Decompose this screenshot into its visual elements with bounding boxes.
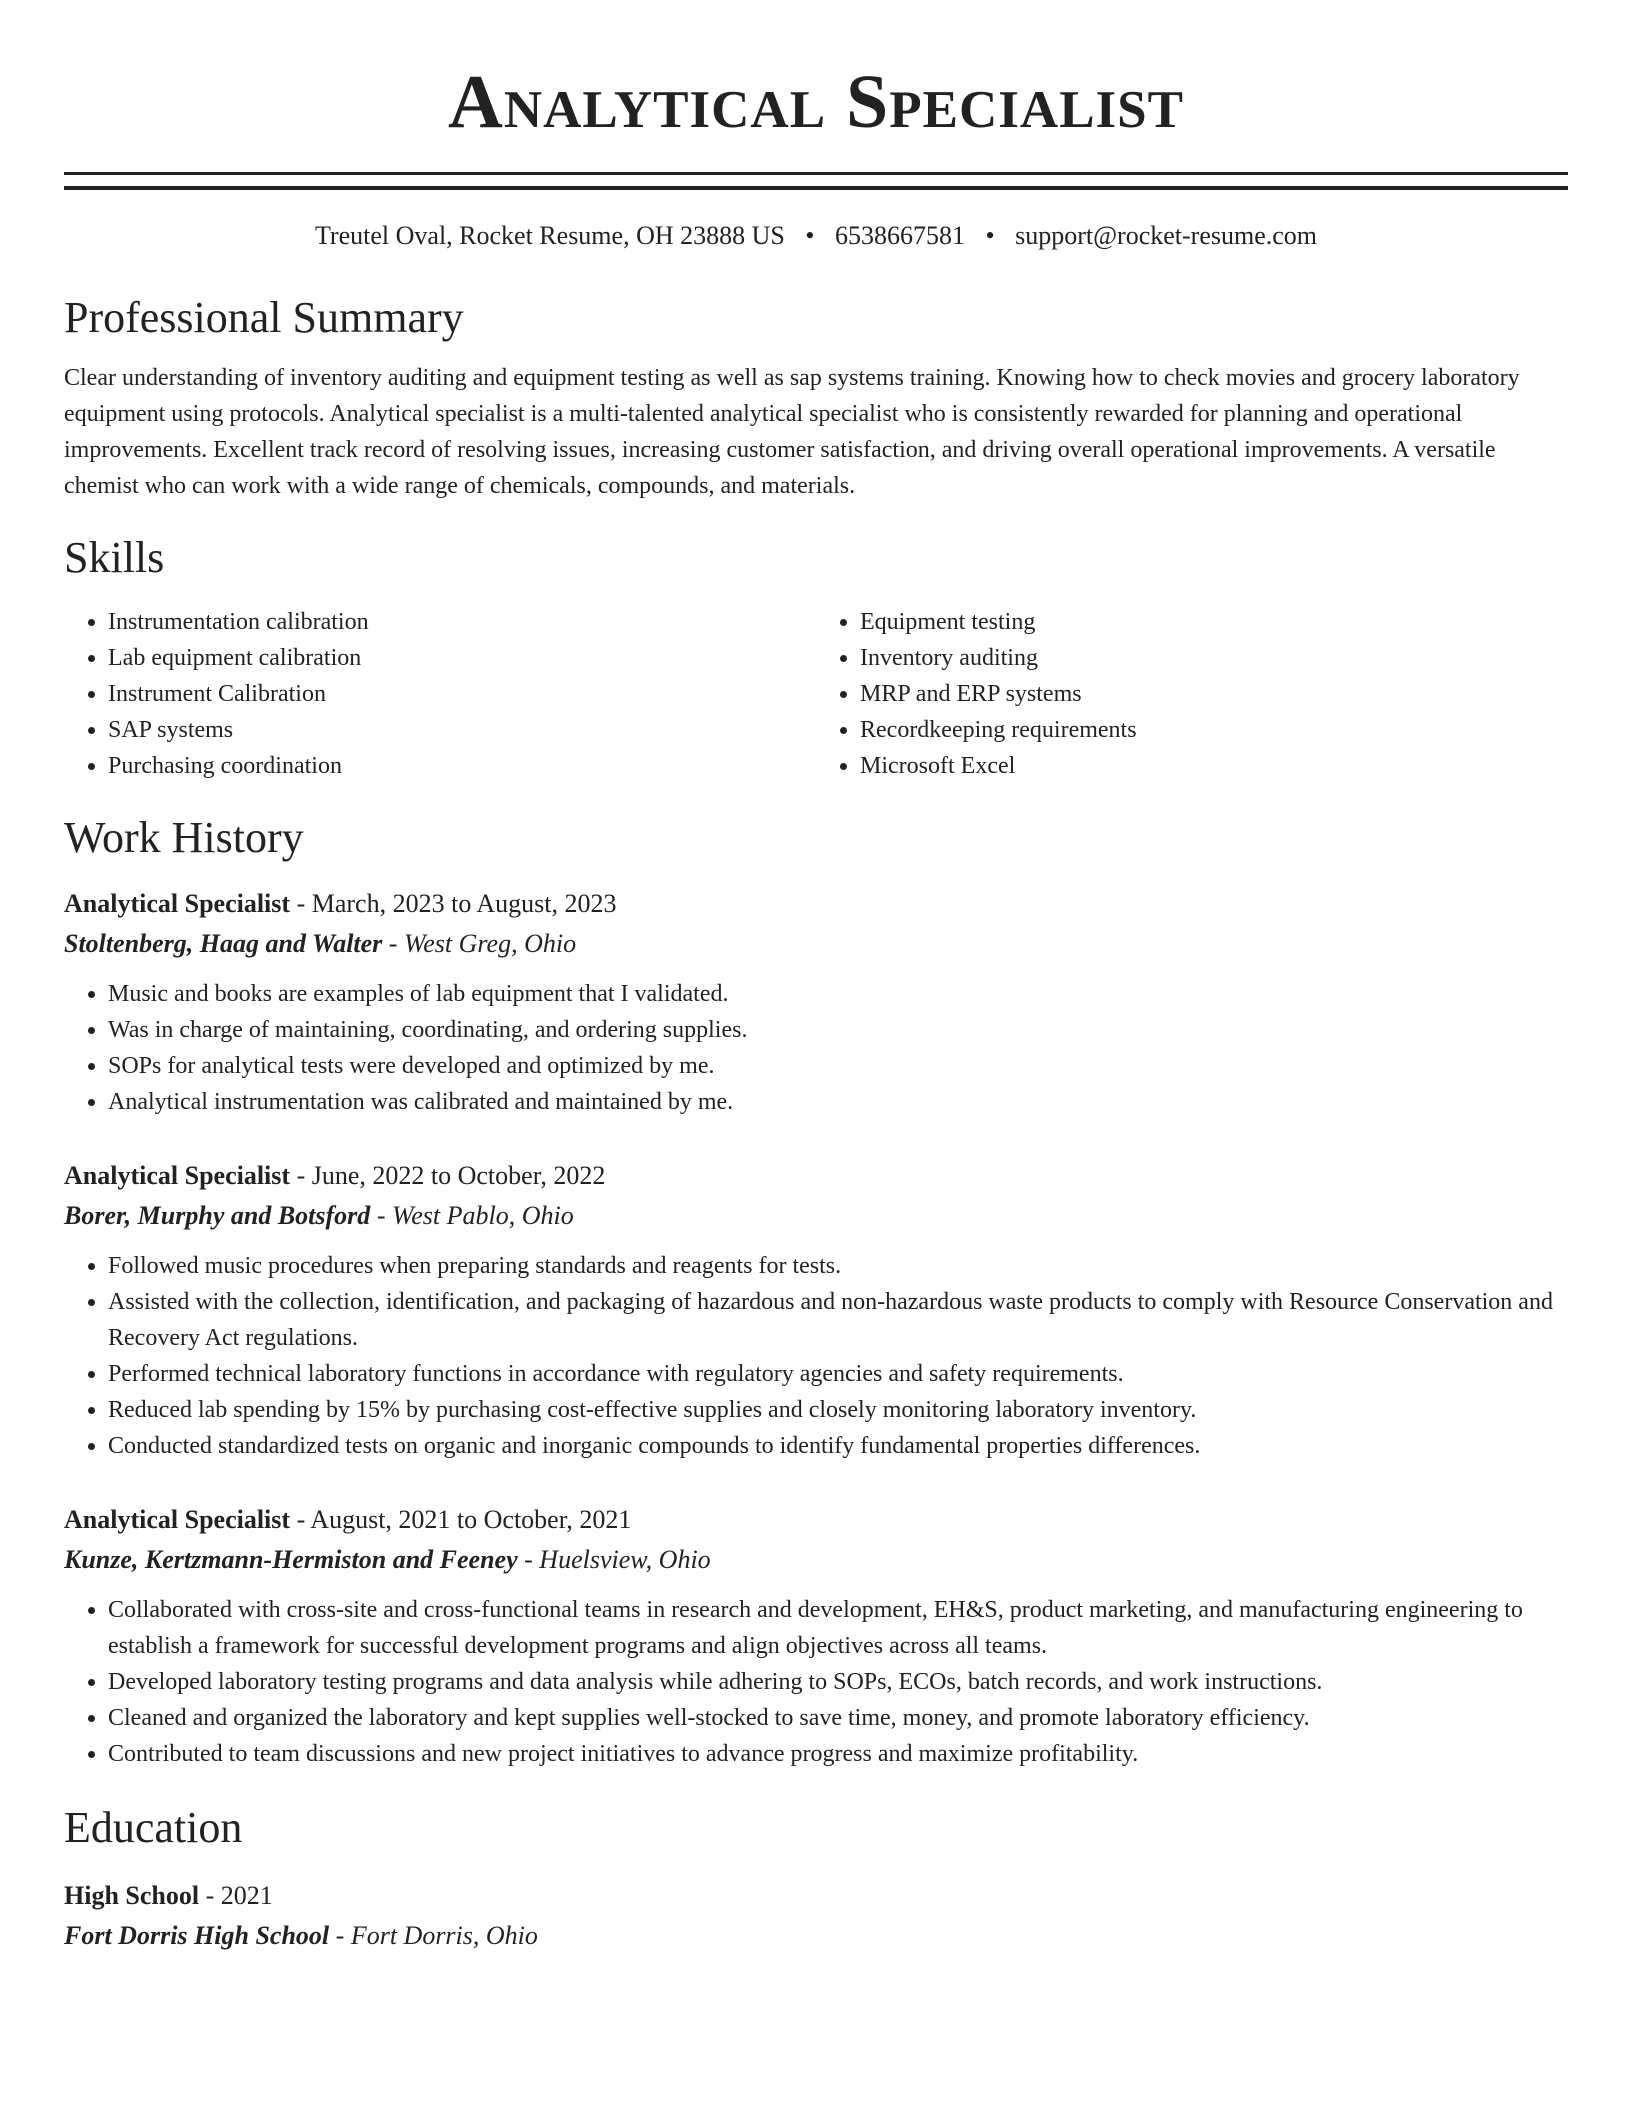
job-bullet: • Contributed to team discussions and new project initiatives to advance progress and maximize profitability. [108, 1736, 1568, 1772]
job-dates: August, 2021 to October, 2021 [310, 1505, 632, 1534]
job-entry [64, 884, 1568, 1120]
job-bullet: • SOPs for analytical tests were developed and optimized by me. [108, 1048, 1568, 1084]
job-location: West Greg, Ohio [403, 929, 577, 958]
education-school: Fort Dorris High School [64, 1921, 330, 1950]
education-dash: - [199, 1881, 221, 1910]
job-bullet: • Analytical instrumentation was calibrated and maintained by me. [108, 1084, 1568, 1120]
education-year: 2021 [220, 1881, 273, 1910]
contact-email: support@rocket-resume.com [1015, 221, 1318, 250]
skill-item: • SAP systems [108, 712, 816, 748]
job-dash: - [290, 1505, 311, 1534]
job-dash: - [290, 889, 312, 918]
contact-separator: • [805, 221, 815, 250]
job-company: Stoltenberg, Haag and Walter [64, 929, 383, 958]
skill-item: • Recordkeeping requirements [860, 712, 1568, 748]
job-bullet: • Cleaned and organized the laboratory and kept supplies well-stocked to save time, money, and promote laboratory efficiency. [108, 1700, 1568, 1736]
job-bullet: • Followed music procedures when preparing standards and reagents for tests. [108, 1248, 1568, 1284]
job-bullet: • Conducted standardized tests on organic and inorganic compounds to identify fundamental properties differences. [108, 1428, 1568, 1464]
job-company: Borer, Murphy and Botsford [64, 1201, 371, 1230]
job-bullets [64, 1592, 1568, 1772]
education-degree-line [64, 1876, 1568, 1916]
job-role: Analytical Specialist [64, 1505, 291, 1534]
work-history-heading: Work History [64, 813, 304, 862]
job-header [64, 1156, 1568, 1196]
skills-column-right [816, 604, 1568, 784]
job-role: Analytical Specialist [64, 1161, 291, 1190]
job-role: Analytical Specialist [64, 889, 291, 918]
contact-address: Treutel Oval, Rocket Resume, OH 23888 US [314, 221, 785, 250]
job-dash: - [517, 1545, 540, 1574]
title-double-rule [64, 172, 1568, 190]
job-bullet: • Developed laboratory testing programs and data analysis while adhering to SOPs, ECOs, batch records, and work instructions. [108, 1664, 1568, 1700]
job-company: Kunze, Kertzmann-Hermiston and Feeney [64, 1545, 518, 1574]
job-location: West Pablo, Ohio [391, 1201, 574, 1230]
job-company-line [64, 1540, 1568, 1580]
job-dates: June, 2022 to October, 2022 [311, 1161, 606, 1190]
job-location: Huelsview, Ohio [539, 1545, 711, 1574]
job-bullet: • Was in charge of maintaining, coordinating, and ordering supplies. [108, 1012, 1568, 1048]
job-dash: - [370, 1201, 392, 1230]
job-bullets [64, 1248, 1568, 1464]
skill-item: • Instrumentation calibration [108, 604, 816, 640]
job-header [64, 884, 1568, 924]
summary-heading: Professional Summary [64, 293, 464, 342]
job-bullets [64, 976, 1568, 1120]
skills-column-left [64, 604, 816, 784]
summary-text: Clear understanding of inventory auditing and equipment testing as well as sap systems training. Knowing how to check movies and grocery laboratory equipment using protocols. Analytical specialist is a multi-talented analytical specialist who is consistently rewarded for planning and operational improvements. Excellent track record of resolving issues, increasing customer satisfaction, and driving overall operational improvements. A versatile chemist who can work with a wide range of chemicals, compounds, and materials. [64, 365, 1520, 499]
job-company-line [64, 924, 1568, 964]
education-school-line [64, 1916, 1568, 1956]
job-dash: - [290, 1161, 312, 1190]
skill-item: • MRP and ERP systems [860, 676, 1568, 712]
skill-item: • Lab equipment calibration [108, 640, 816, 676]
job-dash: - [382, 929, 404, 958]
resume-title: Analytical Specialist [447, 60, 1185, 144]
contact-line [64, 220, 1568, 252]
job-company-line [64, 1196, 1568, 1236]
job-dates: March, 2023 to August, 2023 [311, 889, 617, 918]
contact-separator: • [985, 221, 995, 250]
skill-item: • Instrument Calibration [108, 676, 816, 712]
job-bullet: • Assisted with the collection, identification, and packaging of hazardous and non-hazardous waste products to comply with Resource Conservation and Recovery Act regulations. [108, 1284, 1568, 1356]
job-bullet: • Music and books are examples of lab equipment that I validated. [108, 976, 1568, 1012]
skill-item: • Inventory auditing [860, 640, 1568, 676]
skill-item: • Purchasing coordination [108, 748, 816, 784]
job-header [64, 1500, 1568, 1540]
job-bullet: • Reduced lab spending by 15% by purchasing cost-effective supplies and closely monitoring laboratory inventory. [108, 1392, 1568, 1428]
job-bullet: • Collaborated with cross-site and cross-functional teams in research and development, EH&S, product marketing, and manufacturing engineering to establish a framework for successful development programs and align objectives across all teams. [108, 1592, 1568, 1664]
education-degree: High School [64, 1881, 200, 1910]
contact-phone: 6538667581 [834, 221, 965, 250]
job-bullet: • Performed technical laboratory functions in accordance with regulatory agencies and safety requirements. [108, 1356, 1568, 1392]
job-entry [64, 1156, 1568, 1464]
education-location: Fort Dorris, Ohio [350, 1921, 538, 1950]
skill-item: • Microsoft Excel [860, 748, 1568, 784]
job-entry [64, 1500, 1568, 1772]
skill-item: • Equipment testing [860, 604, 1568, 640]
education-heading: Education [64, 1803, 243, 1852]
skills-grid [64, 604, 1568, 784]
skills-heading: Skills [64, 533, 165, 582]
education-dash: - [329, 1921, 351, 1950]
